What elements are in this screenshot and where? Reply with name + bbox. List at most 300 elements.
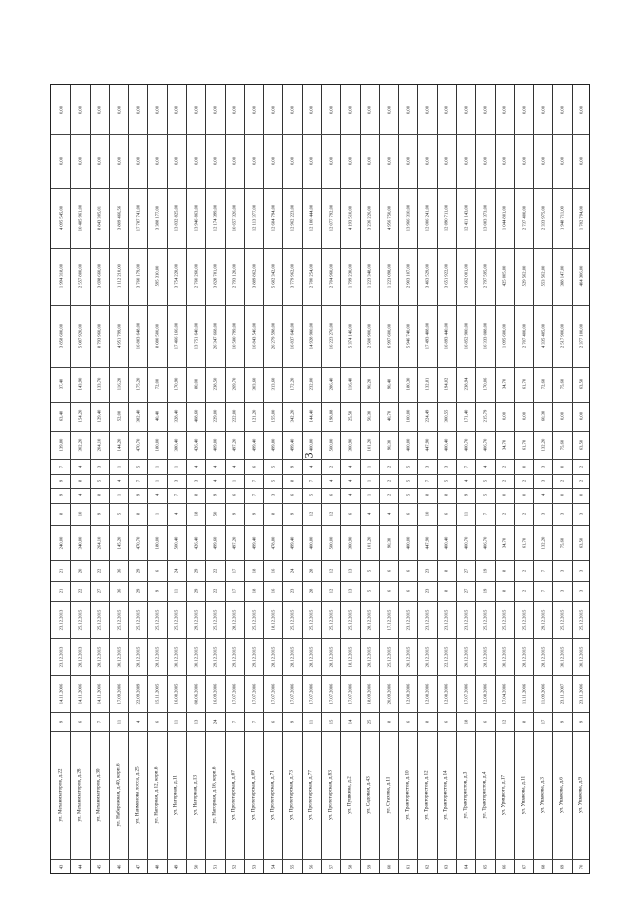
table-cell: 24 (173, 568, 179, 573)
table-cell: 17 787 741,00 (135, 204, 141, 231)
table-cell: 0,00 (463, 157, 469, 166)
table-cell: 4 335 485,00 (540, 323, 546, 349)
table-cell: 75,60 (559, 379, 565, 390)
table-cell: 17.07.2006 (308, 683, 314, 705)
row-divider (244, 85, 245, 873)
table-cell: 23.12.2013 (58, 646, 64, 668)
table-cell: 11 (463, 511, 469, 517)
table-cell: 13 (347, 568, 353, 573)
table-cell: 3 388 177,00 (154, 205, 160, 230)
table-cell: 69 (559, 864, 565, 870)
table-cell: 12 411 143,00 (463, 204, 469, 231)
table-cell: 08.06.2006 (193, 683, 199, 705)
table-cell: 9 (58, 479, 64, 483)
table-cell: 10 485 961,00 (77, 204, 83, 231)
table-cell: 3 (559, 569, 565, 572)
table-cell: 20.12.2015 (463, 646, 469, 668)
table-cell: 3 698 660,00 (96, 264, 102, 289)
table-cell: 198,88 (328, 409, 334, 423)
table-cell: 3 779 962,00 (289, 264, 295, 289)
table-cell: 500,40 (173, 536, 179, 550)
table-cell: 15.11.2005 (154, 683, 160, 705)
table-cell: 17.04.2006 (501, 683, 507, 705)
table-cell: 9 (559, 720, 565, 723)
table-cell: 0,00 (501, 105, 507, 114)
table-cell: 7 (251, 494, 256, 497)
table-cell: 0,00 (328, 105, 334, 114)
table-cell: 16 223 276,00 (328, 322, 334, 350)
table-cell: 400,80 (308, 438, 314, 452)
table-cell: 62 (424, 864, 430, 870)
table-cell: 44 (77, 864, 83, 870)
table-cell: 0,00 (135, 157, 141, 166)
table-cell: 10 (77, 511, 83, 517)
table-cell: 23.12.2015 (405, 609, 411, 631)
table-cell: 4 (77, 465, 83, 468)
table-cell: 300,90 (347, 438, 353, 452)
row-divider (379, 85, 380, 873)
table-cell: 57 (328, 864, 334, 870)
table-cell: 63,50 (578, 379, 584, 390)
table-cell: 0 (559, 494, 565, 497)
table-cell: 3 (559, 512, 565, 516)
table-cell: 23 (289, 588, 295, 594)
table-cell: 328,40 (173, 409, 179, 423)
table-cell: 180,00 (154, 536, 160, 550)
table-cell: 61,70 (521, 537, 526, 548)
table-cell: 6 (270, 720, 276, 723)
table-cell: 553 562,00 (540, 265, 546, 287)
column-divider (51, 431, 589, 432)
row-divider (321, 85, 322, 873)
table-cell: 2 500 900,00 (366, 323, 372, 349)
table-cell: 4 (212, 479, 218, 483)
table-cell: 9 (578, 720, 584, 723)
table-cell: 180,30 (405, 378, 411, 391)
table-cell: 13 (347, 588, 353, 594)
table-cell: 29 (193, 568, 199, 573)
table-cell: 14.11.2006 (96, 683, 102, 705)
table-cell: 12.08.2006 (424, 683, 430, 705)
table-cell: 56 (308, 864, 314, 870)
page-number: 3 (301, 452, 316, 459)
table-cell: 3 (540, 465, 546, 468)
table-cell: 25.12.2015 (116, 609, 121, 631)
table-cell: 40,70 (386, 411, 391, 422)
table-cell: 2 557 800,00 (77, 264, 83, 289)
column-divider (51, 731, 589, 732)
table-cell: 400,00 (405, 438, 411, 452)
table-cell: 7 (540, 589, 546, 593)
table-cell: 9 (289, 465, 295, 468)
table-cell: 0,00 (578, 157, 584, 166)
table-cell: 0,00 (193, 105, 199, 114)
table-cell: 12 077 792,00 (328, 204, 334, 231)
table-cell: 101,20 (366, 536, 372, 550)
table-cell: 222,00 (231, 409, 237, 423)
table-cell: 2 (559, 479, 565, 483)
address-cell: ул. Нагорная, д.16, корп.6 (211, 766, 218, 824)
row-divider (186, 85, 187, 873)
address-cell: ул. Стахова, д.11 (385, 776, 391, 814)
table-cell: 28.12.2015 (521, 646, 526, 668)
table-cell: 14.11.2006 (77, 683, 83, 705)
column-divider (51, 488, 589, 489)
table-cell: 229,00 (212, 409, 218, 423)
column-divider (51, 712, 589, 713)
table-cell: 6 (77, 720, 83, 723)
table-cell: 80,00 (193, 379, 199, 390)
table-cell: 1 782 794,00 (578, 205, 584, 230)
table-cell: 70 (578, 864, 584, 870)
table-cell: 5 (270, 465, 276, 468)
table-cell: 6 (154, 569, 160, 572)
table-cell: 12 090 711,00 (443, 204, 449, 231)
column-divider (51, 459, 589, 460)
table-cell: 0,00 (521, 412, 526, 421)
row-divider (147, 85, 148, 873)
table-cell: 0,00 (540, 157, 546, 166)
table-cell: 8 843 305,01 (96, 205, 102, 230)
table-cell: 4 (347, 465, 353, 468)
table-cell: 6 (231, 494, 237, 497)
row-divider (263, 85, 264, 873)
table-cell: 22.09.2009 (135, 683, 141, 705)
table-cell: 29.12.2015 (193, 609, 199, 631)
table-cell: 9 (212, 494, 218, 497)
table-cell: 0,00 (173, 157, 179, 166)
table-cell: 16 (270, 568, 276, 573)
table-cell: 25.12.2015 (482, 609, 488, 631)
table-cell: 11.09.2006 (540, 683, 546, 705)
table-cell: 49 (173, 864, 179, 870)
row-divider (533, 85, 534, 873)
address-cell: ул. Пролетарская, д.73 (288, 769, 295, 820)
table-cell: 4 951 799,00 (116, 323, 121, 349)
table-cell: 18.12.2015 (270, 609, 276, 631)
table-cell: 6 (405, 720, 411, 723)
table-cell: 29 (135, 588, 141, 594)
table-cell: 17.07.2006 (347, 683, 353, 705)
address-cell: ул. Трактористов, д.10 (404, 770, 411, 820)
table-cell: 52,00 (116, 411, 121, 422)
table-cell: 1 (116, 465, 121, 468)
table-cell: 0,00 (366, 105, 372, 114)
table-cell: 3 889 862,00 (251, 264, 256, 289)
table-cell: 5 374 146,00 (347, 323, 353, 349)
table-cell: 17.12.2015 (386, 609, 391, 631)
table-cell: 8 (289, 479, 295, 483)
table-cell: 3 760 179,00 (135, 264, 141, 289)
table-cell: 7 (463, 465, 469, 468)
table-cell: 5 (482, 494, 488, 497)
table-cell: 1 (366, 479, 372, 483)
table-cell: 3 236 226,00 (366, 205, 372, 230)
table-cell: 2 333 975,00 (540, 205, 546, 230)
table-cell: 68 (540, 864, 546, 870)
table-cell: 36 (116, 568, 121, 573)
table-cell: 0,00 (58, 157, 64, 166)
table-cell: 2 780 254,00 (308, 264, 314, 289)
table-cell: 406,70 (482, 438, 488, 452)
table-cell: 499,40 (289, 438, 295, 452)
table-cell: 497,20 (231, 536, 237, 550)
table-cell: 6 (154, 720, 160, 723)
table-cell: 18 (463, 719, 469, 725)
table-cell: 313,60 (270, 378, 276, 391)
table-cell: 6 (405, 569, 411, 572)
table-cell: 46 (116, 864, 121, 870)
table-cell: 15 (328, 719, 334, 725)
table-cell: 132,81 (424, 378, 430, 391)
address-cell: ул. Трактористов, д.14 (442, 770, 449, 820)
table-cell: 9 (135, 494, 141, 497)
table-cell: 72,60 (540, 379, 546, 390)
table-cell: 25,50 (347, 411, 353, 422)
table-cell: 2 (386, 465, 391, 468)
table-cell: 2 707 400,00 (521, 323, 526, 349)
table-cell: 22 (77, 588, 83, 594)
table-cell: 50,30 (366, 411, 372, 422)
table-cell: 64 (463, 864, 469, 870)
table-cell: 3 662 001,00 (463, 264, 469, 289)
table-cell: 10 657 326,00 (231, 204, 237, 231)
table-cell: 17 466 166,00 (173, 322, 179, 350)
table-cell: 0,00 (212, 157, 218, 166)
table-cell: 11 (308, 719, 314, 724)
table-cell: 18.09.2006 (366, 683, 372, 705)
table-cell: 16 843 546,00 (251, 322, 256, 350)
table-cell: 4 956 750,00 (386, 205, 391, 230)
table-cell: 25.12.2015 (96, 609, 102, 631)
table-cell: 25.12.2015 (289, 609, 295, 631)
table-cell: 5 (308, 494, 314, 497)
table-cell: 11 (173, 719, 179, 724)
table-cell: 0,00 (77, 105, 83, 114)
table-cell: 406,70 (482, 536, 488, 550)
table-cell: 5 (405, 479, 411, 483)
row-divider (398, 85, 399, 873)
table-cell: 3 (173, 479, 179, 483)
address-cell: ул. Урицкого, д.17 (500, 774, 507, 815)
table-cell: 30.12.2015 (578, 646, 584, 668)
table-cell: 0,00 (559, 412, 565, 421)
table-cell: 25.12.2015 (328, 609, 334, 631)
table-cell: 0,00 (308, 157, 314, 166)
table-cell: 26 279 598,00 (270, 322, 276, 350)
table-cell: 2 (521, 512, 526, 516)
table-cell: 54 (270, 864, 276, 870)
column-divider (51, 581, 589, 582)
table-cell: 170,06 (482, 378, 488, 391)
table-cell: 0,00 (270, 105, 276, 114)
table-cell: 17.09.2006 (116, 683, 121, 705)
table-cell: 21 (58, 588, 64, 594)
data-table (50, 84, 590, 874)
table-cell: 20.12.2015 (424, 646, 430, 668)
table-cell: 18.12.2015 (347, 646, 353, 668)
table-cell: 595 310,00 (154, 265, 160, 287)
table-cell: 0 (521, 494, 526, 497)
table-cell: 4 (366, 512, 372, 516)
table-cell: 400,00 (405, 536, 411, 550)
table-cell: 9 (58, 720, 64, 723)
row-divider (552, 85, 553, 873)
column-divider (51, 305, 589, 306)
row-divider (456, 85, 457, 873)
row-divider (495, 85, 496, 873)
table-cell: 17.07.2006 (251, 683, 256, 705)
table-cell: 1 (366, 465, 372, 468)
table-cell: 500,00 (328, 536, 334, 550)
table-cell: 3 463 529,00 (424, 264, 430, 289)
table-cell: 4 (347, 479, 353, 483)
table-cell: 7 (96, 720, 102, 723)
table-cell: 25.12.2015 (212, 609, 218, 631)
table-cell: 65 (482, 864, 488, 870)
table-cell: 4 (328, 479, 334, 483)
address-cell: ул. Механизаторов, д.22 (57, 768, 64, 822)
table-cell: 12.08.2006 (405, 683, 411, 705)
column-divider (51, 638, 589, 639)
table-cell: 145,20 (116, 536, 121, 550)
table-cell: 2 (578, 465, 584, 468)
table-cell: 215,79 (482, 409, 488, 423)
table-cell: 0,00 (212, 105, 218, 114)
table-cell: 5 946 740,00 (405, 323, 411, 349)
table-cell: 5 (96, 479, 102, 483)
table-cell: 499,40 (251, 536, 256, 550)
table-cell: 16 803 648,00 (135, 322, 141, 350)
table-cell: 0,00 (405, 157, 411, 166)
table-cell: 0,00 (482, 105, 488, 114)
table-cell: 426,40 (193, 438, 199, 452)
table-cell: 3 754 228,00 (173, 264, 179, 289)
table-cell: 45 (96, 864, 102, 870)
table-cell: 1 095 600,00 (501, 323, 507, 349)
table-cell: 8 (386, 720, 391, 723)
table-cell: 4 095 545,00 (58, 205, 64, 230)
table-cell: 37,40 (58, 379, 64, 390)
table-cell: 0,00 (270, 157, 276, 166)
table-cell: 23.12.2015 (424, 609, 430, 631)
table-cell: 16 333 088,00 (482, 322, 488, 350)
table-cell: 6 (443, 512, 449, 516)
table-cell: 28 (308, 588, 314, 594)
table-cell: 0,00 (578, 412, 584, 421)
table-cell: 25.12.2015 (501, 609, 507, 631)
address-cell: ул. Пролетарская, д.77 (307, 769, 314, 820)
table-cell: 155,00 (270, 409, 276, 423)
address-cell: ул. Нагорная, д.12, корп.6 (153, 766, 160, 824)
table-cell: 0,00 (328, 157, 334, 166)
table-cell: 4 (135, 720, 141, 723)
table-cell: 12 962 223,00 (289, 204, 295, 231)
table-cell: 3 (559, 589, 565, 593)
table-cell: 5 (116, 512, 121, 516)
table-cell: 17 493 488,00 (424, 322, 430, 350)
table-cell: 426,40 (193, 536, 199, 550)
table-cell: 1 112 210,00 (116, 264, 121, 289)
table-cell: 0,00 (58, 105, 64, 114)
table-cell: 90,40 (386, 379, 391, 390)
address-cell: ул. Ушакова, д.3 (539, 776, 546, 813)
table-cell: 470,70 (135, 438, 141, 452)
table-cell: 8 (77, 479, 83, 483)
table-cell: 0,00 (347, 157, 353, 166)
row-divider (282, 85, 283, 873)
table-cell: 3 (540, 512, 546, 516)
table-cell: 23 (424, 568, 430, 573)
table-cell: 25.12.2015 (308, 609, 314, 631)
table-cell: 0,00 (386, 105, 391, 114)
table-cell: 22 (212, 588, 218, 594)
address-cell: ул. Набережная, д.40, корп.6 (115, 763, 121, 827)
address-cell: ул. Ушакова, д.6 (558, 776, 565, 813)
table-cell: 25.12.2015 (154, 609, 160, 631)
table-cell: 5 682 342,00 (270, 264, 276, 289)
table-cell: 0,00 (405, 105, 411, 114)
row-divider (70, 85, 71, 873)
table-cell: 5 (366, 589, 372, 593)
table-cell: 18 (193, 511, 199, 517)
table-cell: 0,00 (540, 105, 546, 114)
table-cell: 30.12.2015 (173, 646, 179, 668)
table-cell: 28.12.2015 (308, 646, 314, 668)
table-cell: 4 (463, 479, 469, 483)
table-cell: 59 (366, 864, 372, 870)
table-cell: 29.12.2015 (251, 646, 256, 668)
table-cell: 9 (463, 494, 469, 497)
row-divider (340, 85, 341, 873)
table-cell: 4 (154, 494, 160, 497)
table-cell: 0,00 (77, 157, 83, 166)
table-cell: 50 (193, 864, 199, 870)
table-cell: 30.12.2015 (193, 646, 199, 668)
table-cell: 40,40 (154, 411, 160, 422)
table-cell: 12.08.2006 (443, 683, 449, 705)
table-cell: 0,00 (521, 157, 526, 166)
table-cell: 3 (270, 494, 276, 497)
table-cell: 400,40 (443, 536, 449, 550)
table-cell: 3 (96, 465, 102, 468)
table-cell: 5 (405, 465, 411, 468)
table-cell: 75,60 (559, 537, 565, 548)
table-cell: 400,40 (443, 438, 449, 452)
table-cell: 7 (251, 479, 256, 483)
table-cell: 204,10 (96, 438, 102, 452)
table-cell: 28 (308, 568, 314, 573)
table-cell: 8 793 960,00 (96, 323, 102, 349)
table-cell: 28.12.2015 (289, 646, 295, 668)
address-cell: ул. Пролетарская, д.69 (250, 769, 256, 820)
table-cell: 23.12.2015 (463, 609, 469, 631)
column-divider (51, 402, 589, 403)
table-cell: 10 (424, 511, 430, 517)
table-cell: 7 (482, 512, 488, 516)
table-cell: 9 (289, 512, 295, 516)
table-cell: 25.12.2015 (559, 609, 565, 631)
table-cell: 12 604 794,00 (270, 204, 276, 231)
table-cell: 29.12.2015 (231, 646, 237, 668)
table-cell: 2 737 400,00 (521, 205, 526, 230)
table-cell: 3 651 922,00 (443, 264, 449, 289)
table-cell: 7 (231, 720, 237, 723)
table-cell: 6 (328, 494, 334, 497)
table-cell: 6 997 600,00 (386, 323, 391, 349)
table-cell: 7 (424, 479, 430, 483)
table-cell: 19 (482, 568, 488, 573)
